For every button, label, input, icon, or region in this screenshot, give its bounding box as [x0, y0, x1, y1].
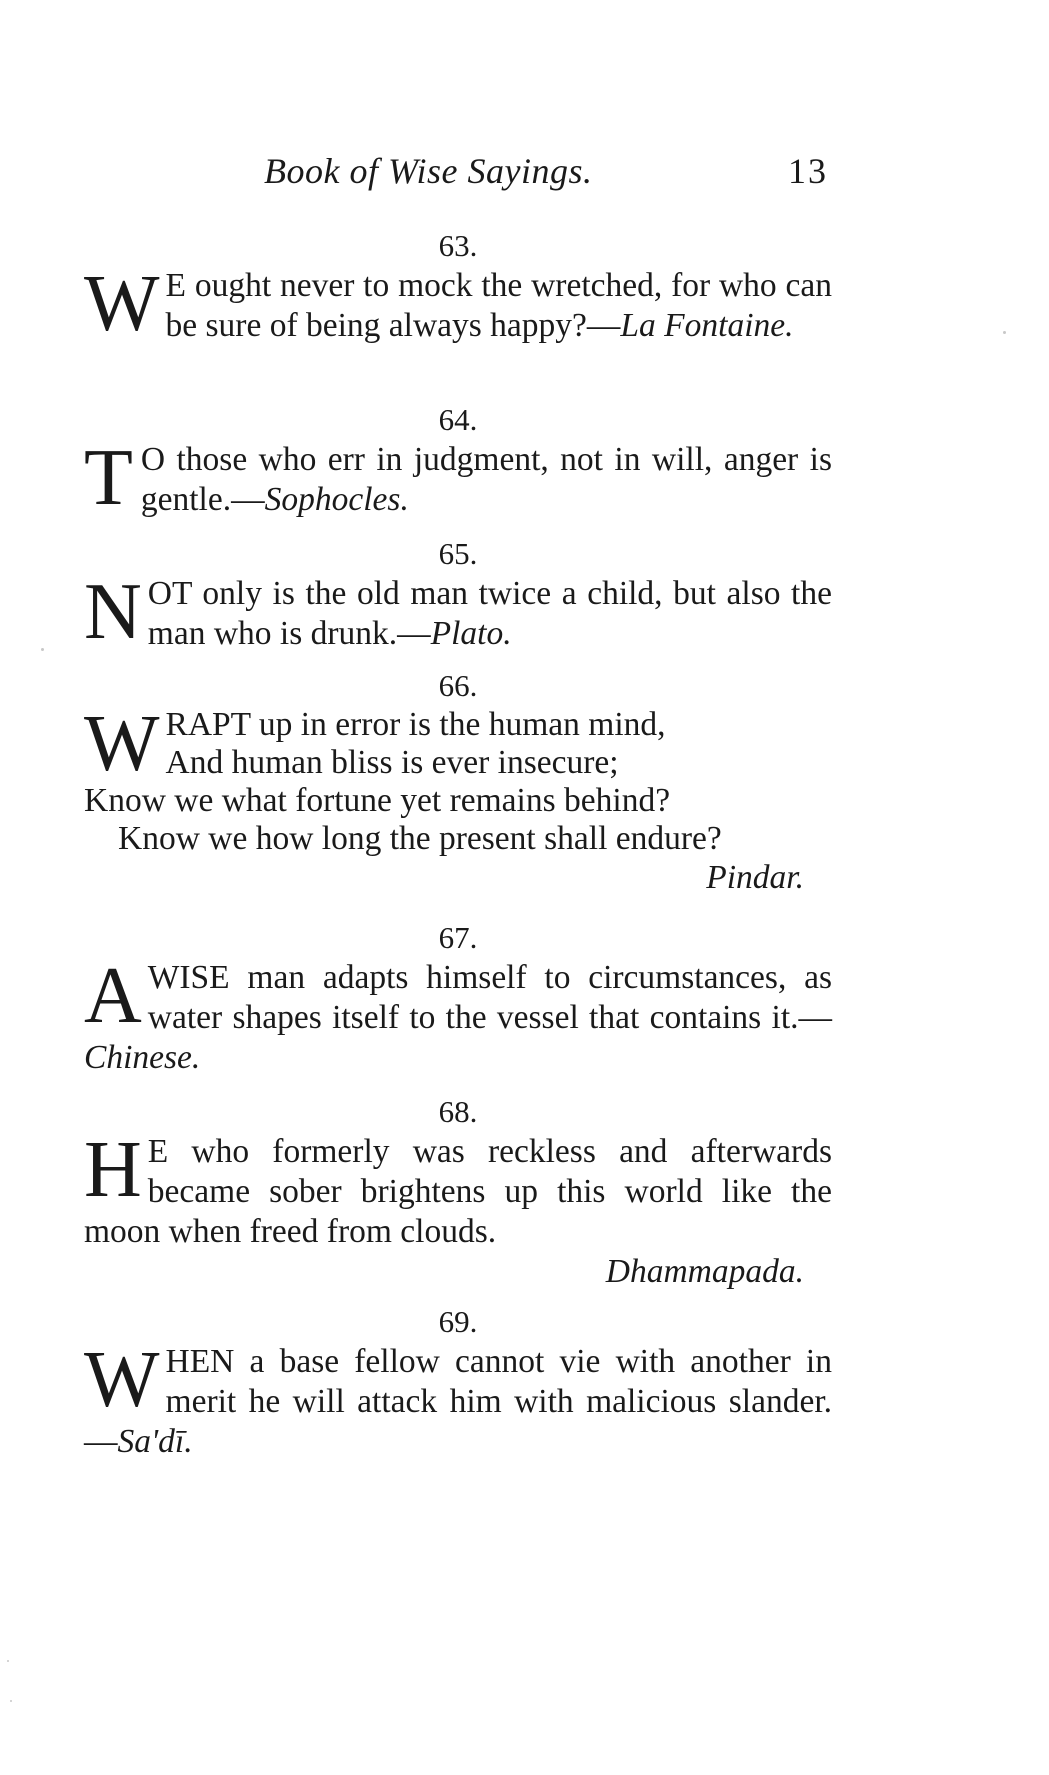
paper-speck	[7, 1660, 9, 1662]
saying-body: OT only is the old man twice a child, but also the man who is drunk.	[147, 575, 832, 652]
drop-cap: A	[84, 952, 142, 1040]
drop-cap: W	[84, 700, 160, 788]
paper-speck	[1003, 331, 1006, 334]
saying-63	[84, 226, 832, 346]
saying-number: 69.	[438, 1304, 478, 1339]
saying-body: E ought never to mock the wretched, for who can be sure of being always happy?	[165, 267, 832, 344]
drop-cap: W	[84, 260, 160, 348]
saying-text	[84, 1126, 832, 1252]
author-attribution: Chinese.	[84, 1039, 201, 1076]
saying-number: 66.	[438, 668, 478, 703]
saying-67	[84, 918, 832, 1078]
paper-speck	[41, 648, 44, 651]
saying-68	[84, 1092, 832, 1292]
saying-66	[84, 666, 832, 898]
author-attribution: Sophocles.	[264, 481, 409, 518]
saying-64	[84, 400, 832, 520]
saying-text: WHEN a base fellow cannot vie with another in merit he will attack him with malicious slander.—Sa'dī.	[84, 1336, 832, 1460]
author-attribution: Dhammapada.	[605, 1253, 804, 1290]
saying-body: O those who err in judgment, not in will, anger is gentle.	[140, 441, 832, 518]
running-title: Book of Wise Sayings.	[264, 151, 593, 191]
verse-line: RAPT up in error is the human mind,	[165, 706, 666, 743]
page-number: 13	[788, 151, 828, 191]
saying-text: W E ought never to mock the wretched, for who can be sure of being always happy?—La Fontaine.	[84, 260, 832, 348]
author-attribution: Sa'dī.	[117, 1423, 193, 1460]
drop-cap: N	[84, 568, 142, 656]
verse-line: And human bliss is ever insecure;	[165, 744, 619, 781]
verse-line: Know we what fortune yet remains behind?	[84, 782, 671, 819]
page-header	[84, 150, 828, 194]
saying-69	[84, 1302, 832, 1462]
saying-body: WISE man adapts himself to circumstances, as water shapes itself to the vessel that contains it.	[147, 959, 832, 1036]
author-attribution: Plato.	[430, 615, 512, 652]
saying-number: 65.	[438, 536, 478, 571]
saying-text: AWISE man adapts himself to circumstances, as water shapes itself to the vessel that contains it.—Chinese.	[84, 952, 832, 1076]
author-attribution: Pindar.	[706, 859, 804, 896]
paper-speck	[10, 1700, 12, 1702]
saying-number: 67.	[438, 920, 478, 955]
drop-cap: H	[84, 1126, 142, 1214]
saying-number: 68.	[438, 1094, 478, 1129]
author-attribution: La Fontaine.	[620, 307, 794, 344]
saying-number: 64.	[438, 402, 478, 437]
drop-cap: W	[84, 1336, 160, 1424]
drop-cap: T	[84, 434, 133, 522]
saying-text: NOT only is the old man twice a child, but also the man who is drunk.—Plato.	[84, 568, 832, 656]
saying-65	[84, 534, 832, 654]
verse-line: Know we how long the present shall endure?	[118, 820, 722, 857]
saying-body: E who formerly was reckless and afterwards became sober brightens up this world like the moon when freed from clouds.	[84, 1133, 832, 1250]
saying-number: 63.	[438, 228, 478, 263]
saying-text: T O those who err in judgment, not in will, anger is gentle.—Sophocles.	[84, 434, 832, 522]
verse	[84, 700, 832, 858]
saying-body: HEN a base fellow cannot vie with another in merit he will attack him with malicious slander.	[165, 1343, 832, 1420]
